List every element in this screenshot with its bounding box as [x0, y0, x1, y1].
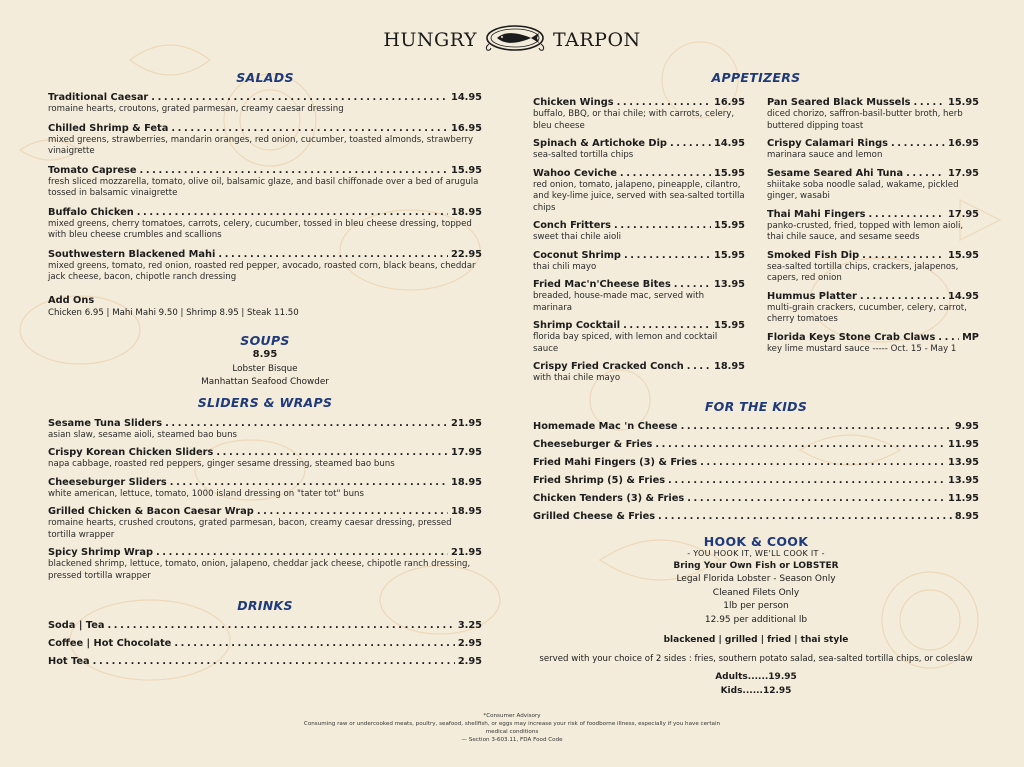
menu-item-description: key lime mustard sauce ----- Oct. 15 - May 1 — [767, 343, 957, 354]
menu-item — [767, 209, 979, 244]
menu-item-description: red onion, tomato, jalapeno, pineapple, cilantro, and key-lime juice, served with sea-salted tortilla chips — [533, 179, 745, 213]
menu-item — [48, 477, 482, 501]
menu-item — [533, 250, 745, 274]
appetizers-title: APPETIZERS — [711, 70, 801, 85]
kids-list — [533, 421, 979, 522]
menu-item — [48, 123, 482, 158]
dot-leader — [862, 250, 945, 261]
menu-item-price: 2.95 — [457, 656, 482, 667]
menu-item-price: 21.95 — [451, 547, 482, 558]
menu-item-row — [767, 250, 979, 261]
menu-item-row — [767, 97, 979, 108]
menu-item-description: white american, lettuce, tomato, 1000 island dressing on "tater tot" buns — [48, 488, 364, 499]
salads-title: SALADS — [236, 70, 294, 85]
menu-item-price: 15.95 — [714, 167, 745, 179]
left-column — [48, 70, 482, 667]
menu-item — [533, 421, 979, 432]
menu-item-price: 13.95 — [714, 279, 745, 290]
dot-leader — [914, 97, 945, 108]
dot-leader — [681, 421, 952, 432]
dot-leader — [906, 168, 945, 179]
dot-leader — [891, 138, 945, 149]
menu-item — [533, 320, 745, 355]
menu-item-name: Crispy Korean Chicken Sliders — [48, 447, 214, 458]
menu-item-price: MP — [962, 331, 979, 343]
menu-item-description: fresh sliced mozzarella, tomato, olive oil, balsamic glaze, and basil chiffonade over a bed of arugula tossed in balsamic vinaigrette — [48, 176, 479, 198]
menu-item — [533, 138, 745, 162]
menu-item — [48, 92, 482, 116]
menu-item-name: Homemade Mac 'n Cheese — [533, 420, 678, 432]
menu-item — [533, 475, 979, 486]
dot-leader — [614, 220, 711, 231]
sliders-title: SLIDERS & WRAPS — [197, 394, 333, 410]
dot-leader — [137, 207, 448, 218]
menu-item — [48, 506, 482, 541]
soup-item: Lobster Bisque — [232, 363, 298, 374]
menu-item-price: 13.95 — [948, 456, 979, 468]
dot-leader — [620, 168, 711, 179]
menu-item-name: Pan Seared Black Mussels — [767, 97, 911, 108]
menu-item — [48, 447, 482, 471]
menu-item — [767, 168, 979, 203]
menu-item-row — [767, 332, 979, 343]
menu-item-name: Chilled Shrimp & Feta — [48, 122, 169, 134]
dot-leader — [174, 638, 455, 649]
soup-item: Manhattan Seafood Chowder — [201, 376, 329, 387]
menu-item-row — [48, 92, 482, 103]
advisory-title: *Consumer Advisory — [483, 713, 541, 719]
menu-item-row — [533, 279, 745, 290]
menu-item — [533, 493, 979, 504]
tarpon-logo-icon — [483, 22, 547, 58]
menu-item-row — [533, 493, 979, 504]
menu-item — [767, 332, 979, 356]
menu-item — [48, 656, 482, 667]
menu-item-price: 3.25 — [457, 620, 482, 631]
menu-item-row — [48, 447, 482, 458]
dot-leader — [218, 249, 448, 260]
menu-item-price: 15.95 — [714, 249, 745, 261]
dot-leader — [93, 656, 455, 667]
menu-item-name: Southwestern Blackened Mahi — [48, 248, 216, 260]
menu-item-description: shiitake soba noodle salad, wakame, pickled ginger, wasabi — [767, 179, 959, 201]
menu-item-name: Smoked Fish Dip — [767, 249, 860, 261]
menu-item — [48, 249, 482, 284]
dot-leader — [655, 439, 945, 450]
menu-item-row — [533, 457, 979, 468]
dot-leader — [668, 475, 945, 486]
menu-item-row — [48, 477, 482, 488]
menu-item-name: Conch Fritters — [533, 220, 612, 231]
menu-item-description: with thai chile mayo — [533, 373, 621, 383]
dot-leader — [216, 447, 448, 458]
menu-item — [767, 97, 979, 132]
menu-item-description: diced chorizo, saffron-basil-butter broth, herb buttered dipping toast — [767, 109, 963, 131]
menu-item-row — [48, 418, 482, 429]
menu-item — [48, 547, 482, 582]
menu-item-price: 15.95 — [451, 164, 482, 176]
menu-item-description: multi-grain crackers, cucumber, celery, carrot, cherry tomatoes — [767, 302, 967, 324]
menu-item-name: Fried Mac'n'Cheese Bites — [533, 279, 671, 290]
hook-styles: blackened | grilled | fried | thai style — [663, 635, 849, 645]
hook-title: HOOK & COOK — [703, 533, 809, 549]
menu-item-price: 21.95 — [451, 417, 482, 429]
menu-item-row — [48, 249, 482, 260]
dot-leader — [617, 97, 711, 108]
menu-item — [48, 207, 482, 242]
dot-leader — [869, 209, 946, 220]
menu-item — [533, 168, 745, 215]
hook-served: served with your choice of 2 sides : fries, southern potato salad, sea-salted tortilla chips, or coleslaw — [539, 653, 973, 664]
menu-item-name: Fried Shrimp (5) & Fries — [533, 474, 666, 486]
menu-item-price: 2.95 — [457, 638, 482, 649]
menu-item-name: Tomato Caprese — [48, 164, 137, 176]
dot-leader — [687, 493, 945, 504]
soups-title: SOUPS — [240, 332, 290, 348]
menu-item — [533, 220, 745, 244]
soups-price: 8.95 — [252, 348, 278, 360]
menu-item-row — [533, 138, 745, 149]
dot-leader — [687, 361, 711, 372]
menu-item-row — [533, 511, 979, 522]
hook-subtitle: - YOU HOOK IT, WE'LL COOK IT - — [687, 548, 825, 558]
menu-item-name: Chicken Wings — [533, 97, 614, 108]
menu-item-description: asian slaw, sesame aioli, steamed bao buns — [48, 429, 238, 440]
menu-item-row — [48, 547, 482, 558]
menu-item-name: Hummus Platter — [767, 290, 857, 302]
menu-item-name: Cheeseburger & Fries — [533, 438, 653, 450]
dot-leader — [140, 165, 448, 176]
menu-item-name: Thai Mahi Fingers — [767, 208, 866, 220]
menu-item-row — [533, 168, 745, 179]
menu-item-price: 15.95 — [948, 97, 979, 108]
menu-item-row — [48, 207, 482, 218]
menu-item-name: Coffee | Hot Chocolate — [48, 638, 172, 649]
dot-leader — [107, 620, 454, 631]
appetizers-left-list — [533, 91, 745, 385]
hook-line-2: Cleaned Filets Only — [712, 587, 800, 598]
menu-item-price: 13.95 — [948, 474, 979, 486]
hook-line-3: 1lb per person — [723, 601, 789, 611]
menu-item-price: 11.95 — [948, 492, 979, 504]
menu-item-price: 15.95 — [714, 320, 745, 331]
menu-item-name: Coconut Shrimp — [533, 249, 621, 261]
hook-line-1: Legal Florida Lobster - Season Only — [676, 574, 836, 584]
menu-item — [767, 291, 979, 326]
menu-item-name: Crispy Calamari Rings — [767, 138, 888, 149]
hook-kids-price: Kids......12.95 — [720, 685, 792, 696]
dot-leader — [938, 332, 959, 343]
menu-item-name: Traditional Caesar — [48, 92, 149, 103]
drinks-title: DRINKS — [237, 598, 293, 613]
menu-item-price: 18.95 — [451, 476, 482, 488]
menu-item-row — [48, 620, 482, 631]
menu-item-description: thai chili mayo — [533, 261, 597, 272]
menu-item-row — [48, 123, 482, 134]
menu-item-price: 18.95 — [451, 506, 482, 517]
menu-item — [767, 250, 979, 285]
menu-item-price: 14.95 — [451, 92, 482, 103]
menu-item — [533, 97, 745, 132]
menu-item-row — [533, 361, 745, 372]
menu-item-row — [767, 168, 979, 179]
menu-item-row — [767, 291, 979, 302]
menu-item-name: Fried Mahi Fingers (3) & Fries — [533, 456, 698, 468]
dot-leader — [170, 477, 448, 488]
menu-item-row — [767, 138, 979, 149]
menu-item — [533, 511, 979, 522]
menu-item-price: 18.95 — [451, 206, 482, 218]
dot-leader — [257, 506, 448, 517]
menu-item-row — [533, 421, 979, 432]
menu-item-name: Grilled Chicken & Bacon Caesar Wrap — [48, 506, 254, 517]
appetizers-right-list — [767, 91, 979, 385]
dot-leader — [658, 511, 952, 522]
dot-leader — [624, 250, 711, 261]
menu-item-name: Cheeseburger Sliders — [48, 476, 167, 488]
menu-item-description: napa cabbage, roasted red peppers, ginger sesame dressing, steamed bao buns — [48, 459, 395, 469]
menu-item-row — [48, 638, 482, 649]
menu-item — [767, 138, 979, 162]
menu-item-price: 14.95 — [714, 138, 745, 149]
drinks-list — [48, 620, 482, 667]
menu-item-price: 17.95 — [948, 208, 979, 220]
menu-item-name: Buffalo Chicken — [48, 206, 134, 218]
brand-name-left: HUNGRY — [383, 29, 477, 51]
menu-item-description: florida bay spiced, with lemon and cocktail sauce — [533, 332, 718, 354]
menu-item-name: Spinach & Artichoke Dip — [533, 138, 667, 149]
addons-title: Add Ons — [48, 294, 95, 306]
menu-item-description: blackened shrimp, lettuce, tomato, onion, jalapeno, cheddar jack cheese, chipotle ranch dressing, pressed tortilla wrapper — [48, 559, 471, 581]
menu-item-name: Crispy Fried Cracked Conch — [533, 361, 684, 372]
dot-leader — [171, 123, 448, 134]
dot-leader — [165, 418, 448, 429]
menu-item — [48, 638, 482, 649]
menu-item-description: sea-salted tortilla chips — [533, 150, 634, 160]
soups-block — [48, 348, 482, 389]
menu-item-name: Spicy Shrimp Wrap — [48, 547, 153, 558]
menu-item-name: Shrimp Cocktail — [533, 320, 621, 331]
menu-item-row — [48, 506, 482, 517]
advisory-source: — Section 3-603.11, FDA Food Code — [461, 737, 563, 743]
menu-item-price: 17.95 — [948, 167, 979, 179]
menu-item-description: buffalo, BBQ, or thai chile; with carrots, celery, bleu cheese — [533, 109, 735, 131]
menu-item-description: breaded, house-made mac, served with marinara — [533, 291, 705, 313]
menu-item-description: panko-crusted, fried, topped with lemon aioli, thai chile sauce, and sesame seeds — [767, 220, 964, 242]
menu-item-row — [533, 250, 745, 261]
menu-item-description: mixed greens, cherry tomatoes, carrots, celery, cucumber, tossed in bleu cheese dressing, topped with bleu cheese crumbles and scallions — [48, 218, 472, 240]
menu-item-row — [48, 165, 482, 176]
menu-item-price: 16.95 — [714, 97, 745, 108]
consumer-advisory — [300, 712, 724, 744]
menu-item-row — [767, 209, 979, 220]
menu-item-price: 17.95 — [451, 447, 482, 458]
menu-item-name: Chicken Tenders (3) & Fries — [533, 492, 685, 504]
menu-item-description: mixed greens, tomato, red onion, roasted red pepper, avocado, roasted corn, black beans, cheddar jack cheese, bacon, chipotle ranch dressing — [48, 260, 476, 282]
menu-item — [48, 620, 482, 631]
dot-leader — [700, 457, 945, 468]
menu-item-row — [533, 97, 745, 108]
dot-leader — [156, 547, 448, 558]
dot-leader — [674, 279, 711, 290]
menu-item-price: 18.95 — [714, 361, 745, 372]
menu-item-row — [533, 475, 979, 486]
menu-item-row — [533, 320, 745, 331]
menu-item-name: Wahoo Ceviche — [533, 167, 617, 179]
menu-item-description: sea-salted tortilla chips, crackers, jalapenos, capers, red onion — [767, 261, 959, 283]
menu-item — [533, 361, 745, 385]
kids-title: FOR THE KIDS — [704, 398, 808, 414]
addons-text: Chicken 6.95 | Mahi Mahi 9.50 | Shrimp 8.95 | Steak 11.50 — [48, 307, 299, 318]
menu-item — [533, 439, 979, 450]
dot-leader — [151, 92, 448, 103]
menu-item-price: 14.95 — [948, 290, 979, 302]
right-column — [533, 70, 979, 698]
menu-item-name: Sesame Tuna Sliders — [48, 417, 163, 429]
menu-item — [533, 457, 979, 468]
menu-item-price: 16.95 — [451, 122, 482, 134]
menu-item-price: 22.95 — [451, 248, 482, 260]
menu-item-price: 9.95 — [954, 420, 979, 432]
salads-list — [48, 92, 482, 284]
menu-item — [48, 418, 482, 442]
menu-item-price: 15.95 — [948, 249, 979, 261]
hook-adults-price: Adults......19.95 — [715, 672, 797, 682]
sliders-list — [48, 418, 482, 583]
menu-item-row — [48, 656, 482, 667]
menu-item-description: mixed greens, strawberries, mandarin oranges, red onion, cucumber, toasted almonds, strawberry vinaigrette — [48, 134, 474, 156]
menu-item-name: Florida Keys Stone Crab Claws — [767, 331, 936, 343]
menu-item-price: 8.95 — [954, 510, 979, 522]
menu-item-name: Grilled Cheese & Fries — [533, 510, 656, 522]
menu-item-name: Sesame Seared Ahi Tuna — [767, 167, 904, 179]
appetizers-grid — [533, 91, 979, 385]
menu-item-description: romaine hearts, croutons, grated parmesan, creamy caesar dressing — [48, 104, 344, 114]
advisory-body: Consuming raw or undercooked meats, poultry, seafood, shellfish, or eggs may increase your risk of foodborne illness, especially if you have certain medical conditions — [303, 721, 721, 735]
menu-item-description: sweet thai chile aioli — [533, 232, 622, 242]
menu-item-row — [533, 439, 979, 450]
menu-item-price: 16.95 — [948, 138, 979, 149]
menu-item-row — [533, 220, 745, 231]
menu-item — [48, 165, 482, 200]
menu-item-description: marinara sauce and lemon — [767, 150, 883, 160]
menu-item-name: Soda | Tea — [48, 620, 105, 631]
hook-line-4: 12.95 per additional lb — [704, 614, 808, 625]
menu-item-price: 15.95 — [714, 220, 745, 231]
menu-item-name: Hot Tea — [48, 656, 90, 667]
menu-header — [0, 22, 1024, 58]
dot-leader — [623, 320, 711, 331]
dot-leader — [860, 291, 945, 302]
hook-bring: Bring Your Own Fish or LOBSTER — [673, 560, 839, 571]
menu-item — [533, 279, 745, 314]
brand-name-right: TARPON — [553, 29, 641, 51]
menu-item-description: romaine hearts, crushed croutons, grated parmesan, bacon, creamy caesar dressing, pressed tortilla wrapper — [48, 518, 452, 540]
menu-item-price: 11.95 — [948, 438, 979, 450]
dot-leader — [670, 138, 711, 149]
